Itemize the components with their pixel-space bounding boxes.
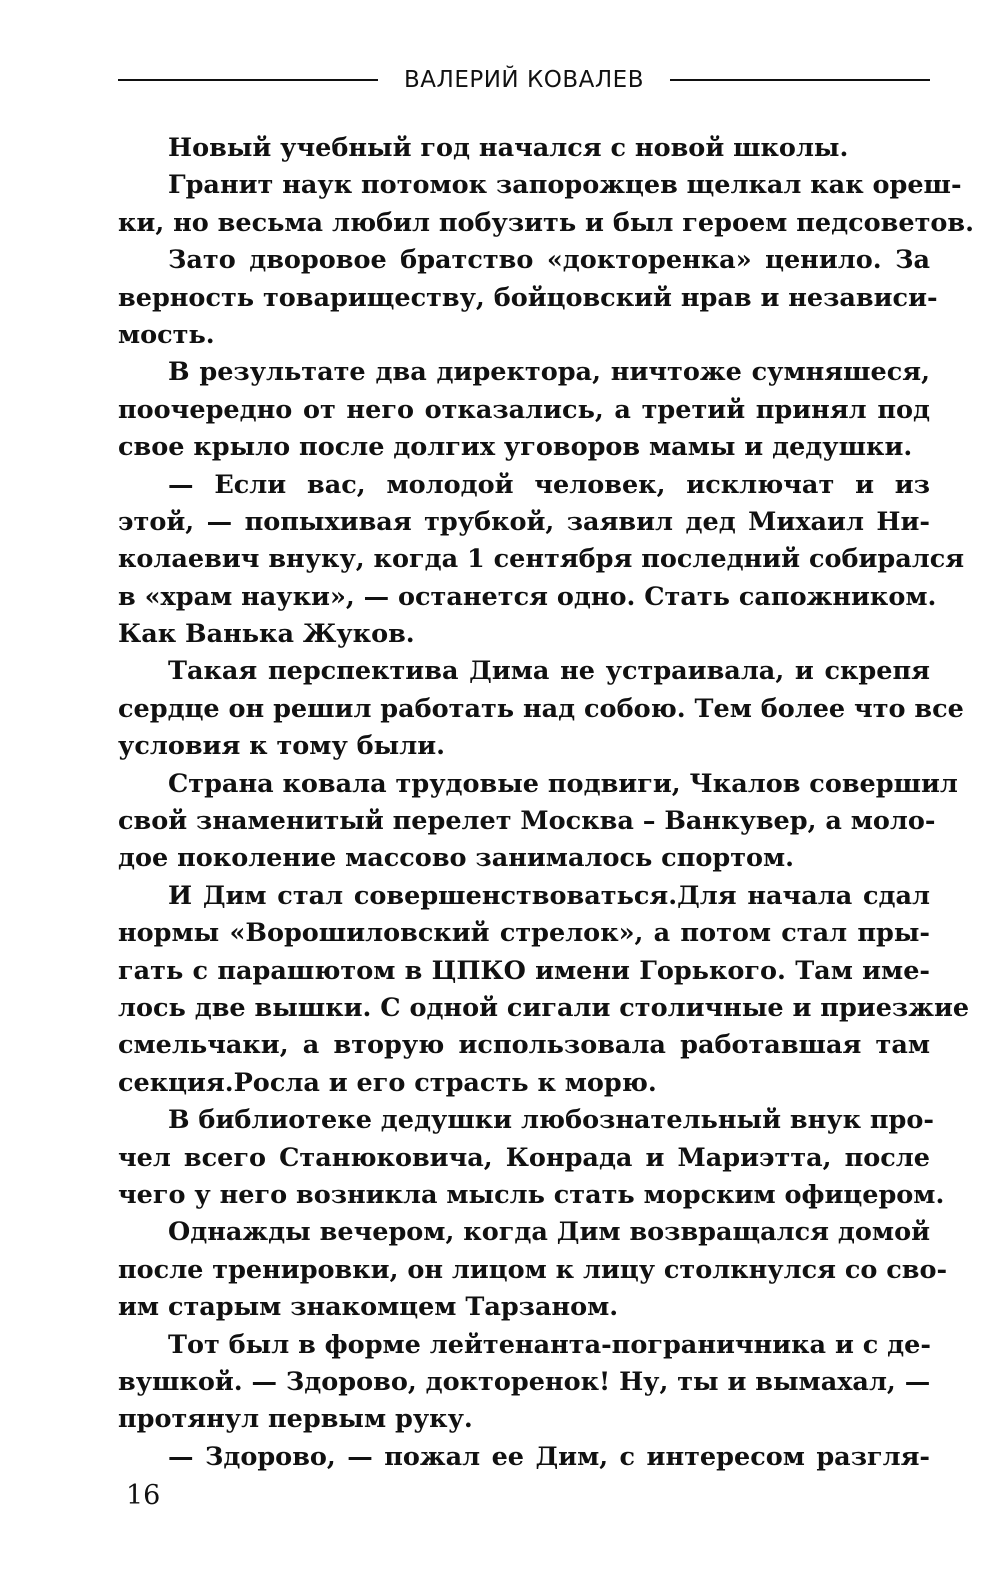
paragraph-line: В результате два директора, ничтоже сумняшеся, bbox=[168, 357, 930, 388]
paragraph-line: — Если вас, молодой человек, исключат и из bbox=[168, 469, 930, 500]
header-rule-right bbox=[670, 79, 930, 81]
paragraph-line: чел всего Станюковича, Конрада и Мариэтта, после bbox=[118, 1142, 930, 1173]
paragraph-line: Страна ковала трудовые подвиги, Чкалов совершил bbox=[168, 768, 958, 799]
paragraph-line: Такая перспектива Дима не устраивала, и скрепя bbox=[168, 656, 930, 687]
paragraph-line: мость. bbox=[118, 319, 215, 350]
paragraph-line: Гранит наук потомок запорожцев щелкал как ореш- bbox=[168, 170, 962, 201]
paragraph-line: Как Ванька Жуков. bbox=[118, 619, 415, 650]
paragraph-line: чего у него возникла мысль стать морским офицером. bbox=[118, 1179, 945, 1210]
paragraph-line: И Дим стал совершенствоваться.Для начала сдал bbox=[168, 880, 930, 911]
paragraph-line: поочередно от него отказались, а третий принял под bbox=[118, 394, 930, 425]
paragraph-line: нормы «Ворошиловский стрелок», а потом стал пры- bbox=[118, 918, 930, 949]
paragraph-line: свое крыло после долгих уговоров мамы и дедушки. bbox=[118, 432, 913, 463]
paragraph-line: ки, но весьма любил побузить и был героем педсоветов. bbox=[118, 207, 974, 238]
paragraph-line: условия к тому были. bbox=[118, 731, 445, 762]
paragraph-line: колаевич внуку, когда 1 сентября последний собирался bbox=[118, 544, 965, 575]
paragraph-line: Однажды вечером, когда Дим возвращался домой bbox=[168, 1217, 930, 1248]
header-rule-left bbox=[118, 79, 378, 81]
running-head bbox=[118, 62, 930, 98]
body-text bbox=[118, 130, 974, 1476]
paragraph-line: смельчаки, а вторую использовала работавшая там bbox=[118, 1030, 930, 1061]
paragraph-line: Тот был в форме лейтенанта-пограничника и с де- bbox=[168, 1329, 931, 1360]
paragraph-line: дое поколение массово занималось спортом. bbox=[118, 843, 795, 874]
paragraph-line: им старым знакомцем Тарзаном. bbox=[118, 1292, 619, 1323]
paragraph-line: в «храм науки», — останется одно. Стать сапожником. bbox=[118, 581, 937, 612]
paragraph-line: В библиотеке дедушки любознательный внук про- bbox=[168, 1105, 934, 1136]
page-number: 16 bbox=[126, 1480, 161, 1511]
paragraph-line: лось две вышки. С одной сигали столичные и приезжие bbox=[118, 992, 970, 1023]
paragraph-line: после тренировки, он лицом к лицу столкнулся со сво- bbox=[118, 1254, 948, 1285]
paragraph-line: вушкой. — Здорово, докторенок! Ну, ты и вымахал, — bbox=[118, 1366, 931, 1397]
paragraph-line: этой, — попыхивая трубкой, заявил дед Михаил Ни- bbox=[118, 506, 930, 537]
paragraph-line: протянул первым руку. bbox=[118, 1404, 473, 1435]
paragraph-line: сердце он решил работать над собою. Тем более что все bbox=[118, 693, 964, 724]
author-name: ВАЛЕРИЙ КОВАЛЕВ bbox=[404, 67, 644, 93]
paragraph-line: — Здорово, — пожал ее Дим, с интересом разгля- bbox=[168, 1441, 930, 1472]
paragraph-line: секция.Росла и его страсть к морю. bbox=[118, 1067, 657, 1098]
paragraph-line: верность товариществу, бойцовский нрав и независи- bbox=[118, 282, 938, 313]
paragraph-line: гать с парашютом в ЦПКО имени Горького. Там име- bbox=[118, 955, 930, 986]
paragraph-line: Зато дворовое братство «докторенка» ценило. За bbox=[168, 245, 930, 276]
paragraph-line: свой знаменитый перелет Москва – Ванкувер, а моло- bbox=[118, 806, 936, 837]
paragraph-line: Новый учебный год начался с новой школы. bbox=[168, 133, 849, 163]
